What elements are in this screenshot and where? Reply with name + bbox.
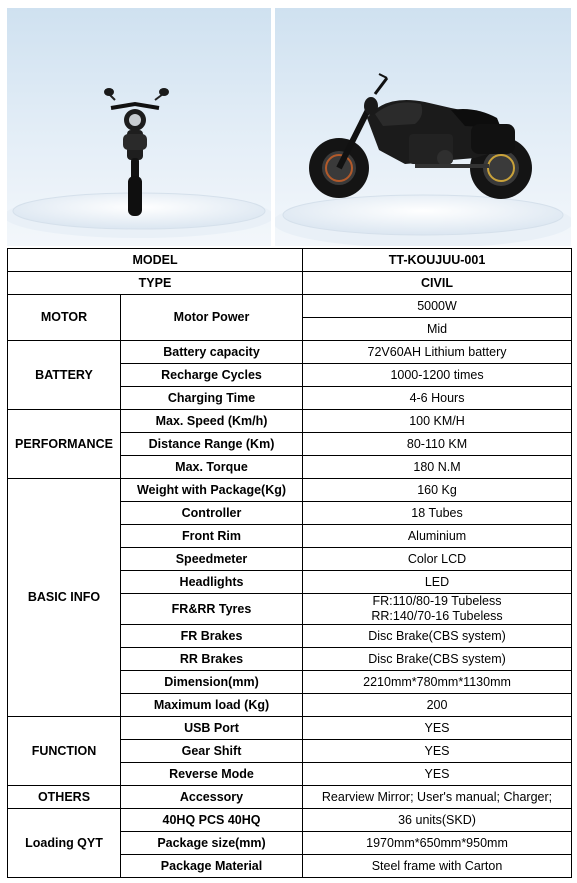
spec-label: Weight with Package(Kg)	[121, 479, 303, 502]
spec-value: 4-6 Hours	[303, 387, 572, 410]
spec-label: Max. Torque	[121, 456, 303, 479]
spec-label: Front Rim	[121, 525, 303, 548]
tyre-front-line: FR:110/80-19 Tubeless	[372, 594, 502, 608]
group-battery: BATTERY	[8, 341, 121, 410]
spec-label: Recharge Cycles	[121, 364, 303, 387]
motorcycle-front-view	[7, 8, 271, 246]
group-function: FUNCTION	[8, 717, 121, 786]
spec-value: 72V60AH Lithium battery	[303, 341, 572, 364]
table-row	[8, 272, 572, 295]
spec-value: Aluminium	[303, 525, 572, 548]
spec-label: FR Brakes	[121, 625, 303, 648]
group-basic-info: BASIC INFO	[8, 479, 121, 717]
model-value: TT-KOUJUU-001	[303, 249, 572, 272]
table-row	[8, 249, 572, 272]
spec-value: LED	[303, 571, 572, 594]
spec-label: 40HQ PCS 40HQ	[121, 809, 303, 832]
spec-label: Maximum load (Kg)	[121, 694, 303, 717]
spec-label: Speedmeter	[121, 548, 303, 571]
spec-label: Max. Speed (Km/h)	[121, 410, 303, 433]
table-row	[8, 717, 572, 740]
spec-value: 36 units(SKD)	[303, 809, 572, 832]
spec-value: 180 N.M	[303, 456, 572, 479]
group-loading: Loading QYT	[8, 809, 121, 878]
spec-value: 80-110 KM	[303, 433, 572, 456]
spec-value: 1000-1200 times	[303, 364, 572, 387]
type-label: TYPE	[8, 272, 303, 295]
spec-label: FR&RR Tyres	[121, 594, 303, 625]
spec-label: Package size(mm)	[121, 832, 303, 855]
group-others: OTHERS	[8, 786, 121, 809]
spec-value: Rearview Mirror; User's manual; Charger;	[303, 786, 572, 809]
spec-label: Battery capacity	[121, 341, 303, 364]
tyre-rear-line: RR:140/70-16 Tubeless	[371, 609, 503, 623]
spec-value: Mid	[303, 318, 572, 341]
spec-value: Steel frame with Carton	[303, 855, 572, 878]
spec-value	[303, 594, 572, 625]
table-row	[8, 786, 572, 809]
spec-label: Accessory	[121, 786, 303, 809]
spec-label: USB Port	[121, 717, 303, 740]
spec-value: 2210mm*780mm*1130mm	[303, 671, 572, 694]
spec-value: Disc Brake(CBS system)	[303, 625, 572, 648]
spec-label: Charging Time	[121, 387, 303, 410]
table-row	[8, 295, 572, 318]
table-row	[8, 809, 572, 832]
spec-label: Dimension(mm)	[121, 671, 303, 694]
table-row	[8, 341, 572, 364]
spec-value: YES	[303, 717, 572, 740]
motorcycle-side-view	[275, 8, 571, 246]
spec-label: Package Material	[121, 855, 303, 878]
spec-label: RR Brakes	[121, 648, 303, 671]
model-label: MODEL	[8, 249, 303, 272]
spec-label: Motor Power	[121, 295, 303, 341]
spec-table	[7, 248, 572, 878]
spec-value: 18 Tubes	[303, 502, 572, 525]
type-value: CIVIL	[303, 272, 572, 295]
spec-label: Controller	[121, 502, 303, 525]
spec-value: YES	[303, 740, 572, 763]
group-motor: MOTOR	[8, 295, 121, 341]
front-view-illustration	[7, 8, 271, 246]
spec-label: Gear Shift	[121, 740, 303, 763]
spec-value: 5000W	[303, 295, 572, 318]
table-row	[8, 410, 572, 433]
spec-value: 100 KM/H	[303, 410, 572, 433]
spec-label: Reverse Mode	[121, 763, 303, 786]
spec-value: 160 Kg	[303, 479, 572, 502]
spec-value: Disc Brake(CBS system)	[303, 648, 572, 671]
spec-label: Distance Range (Km)	[121, 433, 303, 456]
spec-value: 1970mm*650mm*950mm	[303, 832, 572, 855]
spec-label: Headlights	[121, 571, 303, 594]
table-row	[8, 479, 572, 502]
spec-value: 200	[303, 694, 572, 717]
spec-value: YES	[303, 763, 572, 786]
group-performance: PERFORMANCE	[8, 410, 121, 479]
side-view-illustration	[275, 8, 571, 246]
product-photos	[0, 0, 577, 248]
spec-value: Color LCD	[303, 548, 572, 571]
